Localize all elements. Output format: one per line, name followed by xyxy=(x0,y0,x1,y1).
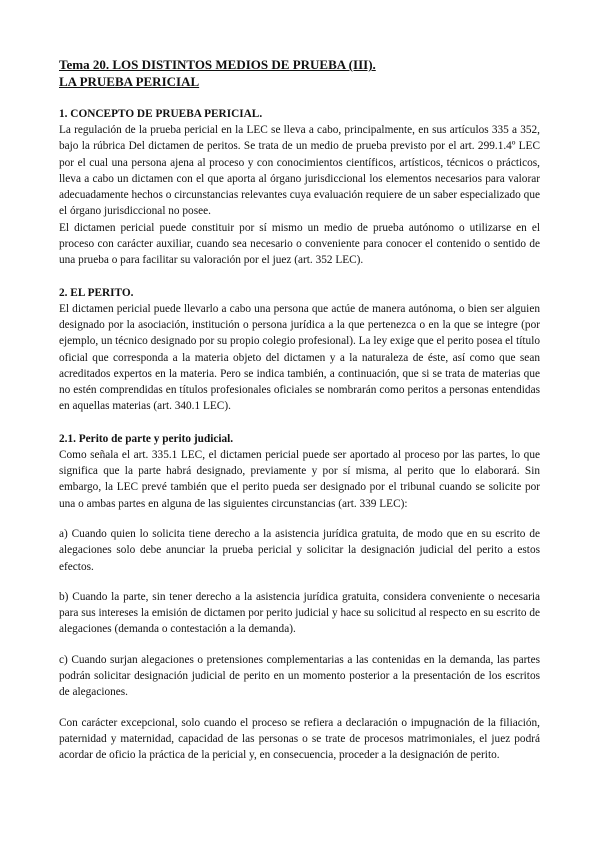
paragraph: La regulación de la prueba pericial en la LEC se lleva a cabo, principalmente, en sus artículos 335 a 352, bajo la rúbrica Del dictamen de peritos. Se trata de un medio de prueba previsto por el art. 299.1.4º LEC por el cual una persona ajena al proceso y con conocimientos científicos, artísticos, técnicos o prácticos, lleva a cabo un dictamen con el que aporta al órgano jurisdiccional los elementos necesarios para valorar adecuadamente hechos o circunstancias relevantes cuya evaluación requiere de un saber especializado que el órgano jurisdiccional no posee. xyxy=(59,124,540,218)
section-heading: 2. EL PERITO. xyxy=(59,286,134,299)
section-concepto xyxy=(59,106,540,269)
paragraph: El dictamen pericial puede llevarlo a cabo una persona que actúe de manera autónoma, o bien ser alguien designado por la asociación, institución o persona jurídica a la que pertenezca o en la que se integre (por ejemplo, un técnico designado por su propio colegio profesional). La ley exige que el perito posea el título oficial que corresponda a la materia objeto del dictamen y a la naturaleza de éste, así como que sean acreditados expertos en la materia. Pero se indica también, a continuación, que si se trata de materias que no estén comprendidas en títulos profesionales oficiales se nombrarán como peritos a personas entendidas en aquellas materias (art. 340.1 LEC). xyxy=(59,302,540,413)
section-perito-parte-judicial xyxy=(59,431,540,764)
section-heading: 2.1. Perito de parte y perito judicial. xyxy=(59,432,234,445)
title-line-1: Tema 20. LOS DISTINTOS MEDIOS DE PRUEBA (III). xyxy=(59,57,376,72)
list-item: c) Cuando surjan alegaciones o pretensiones complementarias a las contenidas en la demanda, las partes podrán solicitar designación judicial de perito en un momento posterior a la presentación de los escritos de alegaciones. xyxy=(59,653,540,699)
section-heading: 1. CONCEPTO DE PRUEBA PERICIAL. xyxy=(59,108,263,120)
list-item: b) Cuando la parte, sin tener derecho a la asistencia jurídica gratuita, considera conveniente o necesaria para sus intereses la emisión de dictamen por perito judicial y hace su solicitud al respecto en su escrito de alegaciones (demanda o contestación a la demanda). xyxy=(59,590,540,636)
paragraph: Como señala el art. 335.1 LEC, el dictamen pericial puede ser aportado al proceso por las partes, lo que significa que la parte habrá designado, previamente y por sí misma, al perito que lo elaborará. Sin embargo, la LEC prevé también que el perito pueda ser designado por el tribunal cuando se solicite por una o ambas partes en alguna de las siguientes circunstancias (art. 339 LEC): xyxy=(59,448,540,510)
document-title xyxy=(59,56,540,90)
section-perito xyxy=(59,285,540,415)
paragraph: Con carácter excepcional, solo cuando el proceso se refiera a declaración o impugnación de la filiación, paternidad y maternidad, capacidad de las personas o se trate de procesos matrimoniales, el juez podrá acordar de oficio la práctica de la pericial y, en consecuencia, proceder a la designación de perito. xyxy=(59,716,540,762)
title-line-2: LA PRUEBA PERICIAL xyxy=(59,74,200,89)
list-item: a) Cuando quien lo solicita tiene derecho a la asistencia jurídica gratuita, de modo que en su escrito de alegaciones solo debe anunciar la prueba pericial y solicitar la designación judicial del perito a estos efectos. xyxy=(59,527,540,573)
paragraph: El dictamen pericial puede constituir por sí mismo un medio de prueba autónomo o utilizarse en el proceso con carácter auxiliar, cuando sea necesario o conveniente para conocer el contenido o sentido de una prueba o para facilitar su valoración por el juez (art. 352 LEC). xyxy=(59,221,540,267)
